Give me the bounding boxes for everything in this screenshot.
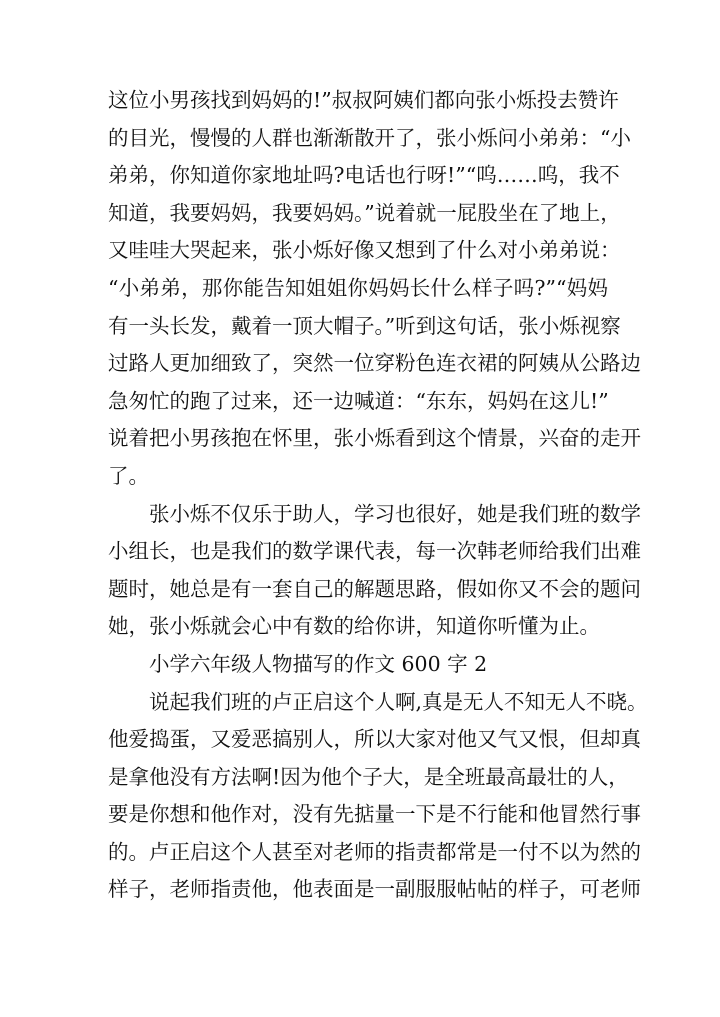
text-line: 要是你想和他作对，没有先掂量一下是不行能和他冒然行事 — [108, 802, 641, 827]
text-line: 是拿他没有方法啊!因为他个子大，是全班最高最壮的人， — [108, 764, 629, 789]
text-line: 了。 — [108, 463, 149, 488]
text-line: 弟弟，你知道你家地址吗?电话也行呀!”“呜……呜，我不 — [108, 163, 620, 188]
essay-text — [108, 82, 648, 909]
text-line: 小组长，也是我们的数学课代表，每一次韩老师给我们出难 — [108, 539, 641, 564]
text-line: 这位小男孩找到妈妈的!”叔叔阿姨们都向张小烁投去赞许 — [108, 88, 619, 112]
text-line: 急匆忙的跑了过来，还一边喊道：“东东，妈妈在这儿!” — [108, 388, 609, 413]
text-line: 样子，老师指责他，他表面是一副服服帖帖的样子，可老师 — [108, 877, 641, 902]
text-line: 过路人更加细致了，突然一位穿粉色连衣裙的阿姨从公路边 — [108, 351, 641, 376]
text-line: 说起我们班的卢正启这个人啊,真是无人不知无人不晓。 — [149, 689, 648, 714]
text-line: 的目光，慢慢的人群也渐渐散开了，张小烁问小弟弟：“小 — [108, 125, 631, 150]
text-line: 她，张小烁就会心中有数的给你讲，知道你听懂为止。 — [108, 614, 600, 639]
text-line: 张小烁不仅乐于助人，学习也很好，她是我们班的数学 — [149, 501, 641, 526]
text-line: 知道，我要妈妈，我要妈妈。”说着就一屁股坐在了地上， — [108, 200, 621, 225]
text-line: 题时，她总是有一套自己的解题思路，假如你又不会的题问 — [108, 576, 641, 601]
text-line: 的。卢正启这个人甚至对老师的指责都常是一付不以为然的 — [108, 839, 641, 864]
text-line: 他爱捣蛋，又爱恶搞别人，所以大家对他又气又恨，但却真 — [108, 727, 641, 752]
text-line: 有一头长发，戴着一顶大帽子。”听到这句话，张小烁视察 — [108, 313, 621, 338]
section-heading: 小学六年级人物描写的作文 600 字 2 — [149, 651, 488, 676]
text-line: 又哇哇大哭起来，张小烁好像又想到了什么对小弟弟说： — [108, 238, 621, 263]
text-line: “小弟弟，那你能告知姐姐你妈妈长什么样子吗?”“妈妈 — [108, 275, 608, 300]
text-line: 说着把小男孩抱在怀里，张小烁看到这个情景，兴奋的走开 — [108, 426, 641, 451]
